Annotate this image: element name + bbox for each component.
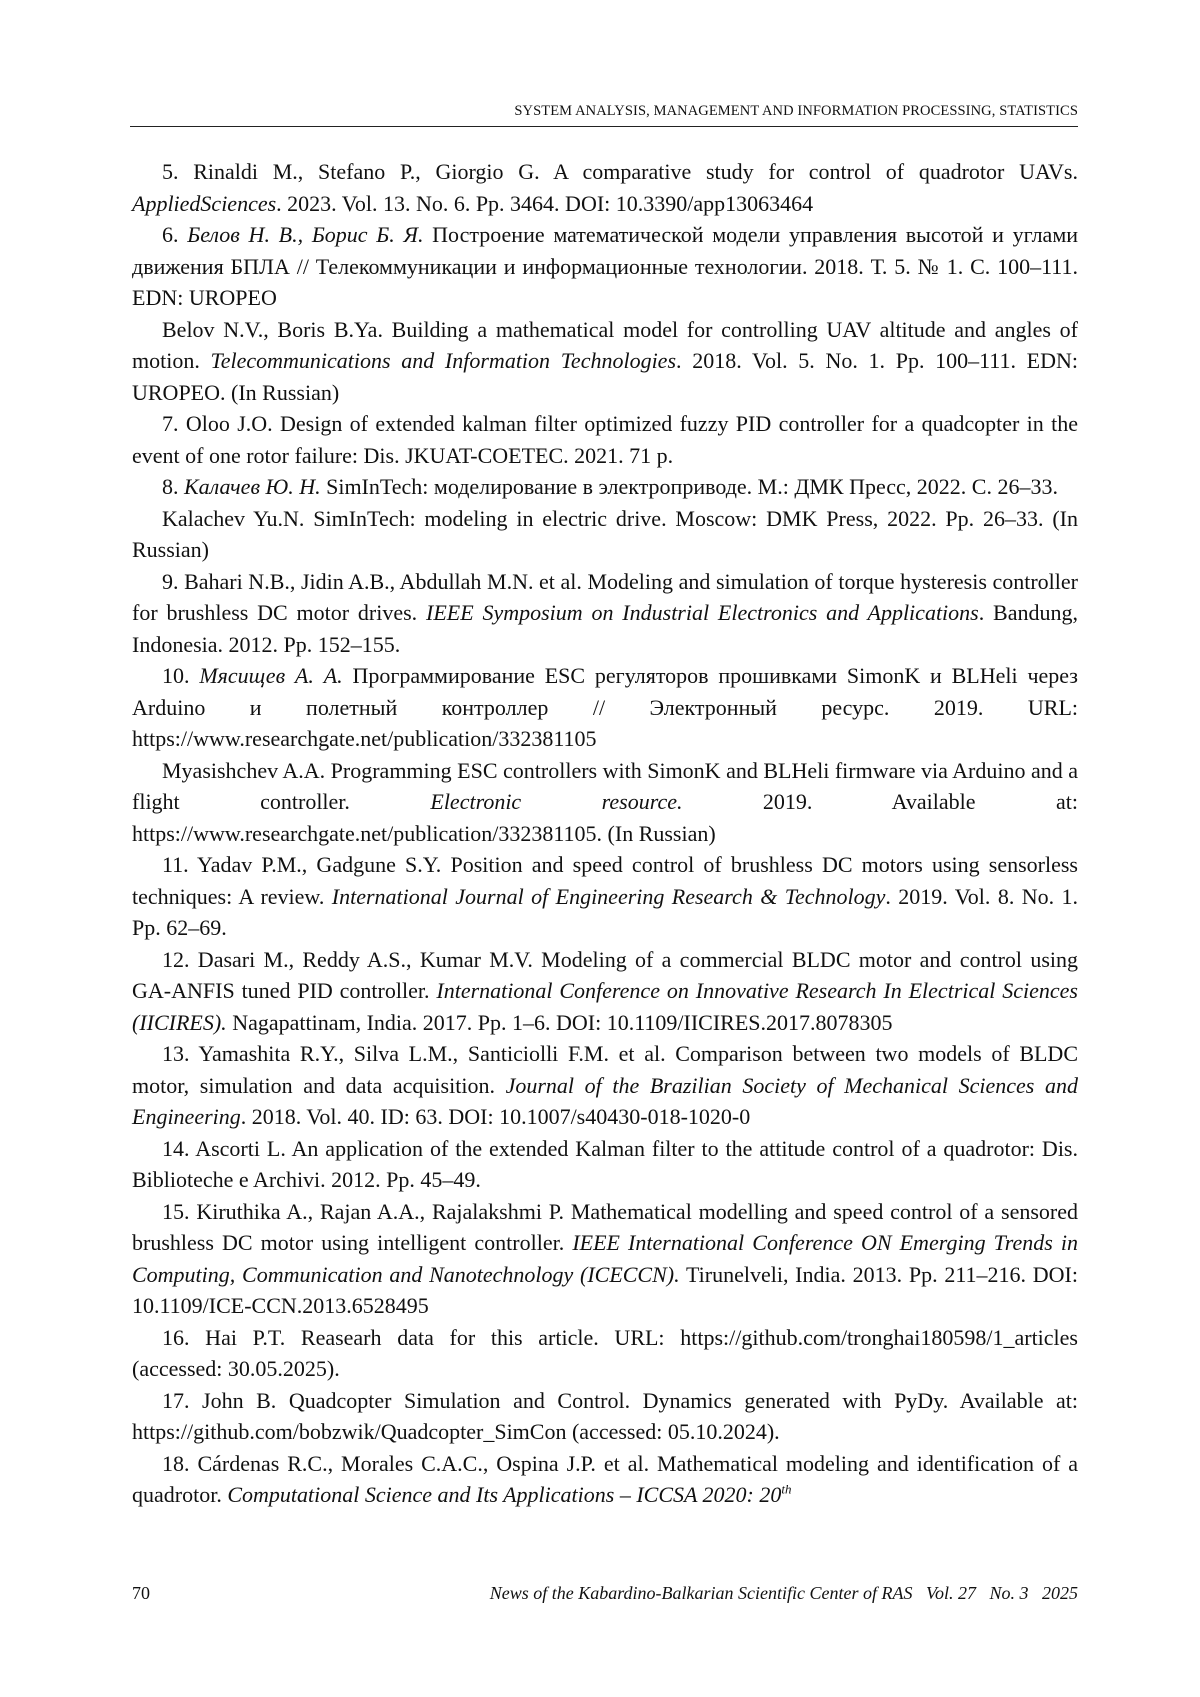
- reference-item: [132, 1038, 1078, 1133]
- reference-text: 18. Cárdenas R.C., Morales C.A.C., Ospina J.P. et al. Mathematical modeling and identification of a quadrotor.: [132, 1450, 1078, 1507]
- reference-text: . 2018. Vol. 5. No. 1. Pp. 100–111. EDN: UROPEO. (In Russian): [132, 348, 1078, 405]
- reference-italic-text: Белов Н. В., Борис Б. Я.: [187, 222, 424, 247]
- reference-item: [132, 219, 1078, 314]
- reference-item: [132, 471, 1078, 503]
- reference-italic-text: International Conference on Innovative Research In Electrical Sciences (IICIRES).: [132, 978, 1078, 1035]
- reference-text: . 2019. Vol. 8. No. 1. Pp. 62–69.: [132, 883, 1079, 940]
- reference-italic-text: Мясищев А. А.: [199, 663, 343, 688]
- reference-text: Построение математической модели управления высотой и углами движения БПЛА // Телекоммуникации и информационные технологии. 2018. Т. 5. № 1. С. 100–111. EDN: UROPEO: [132, 222, 1079, 310]
- reference-text: Программирование ESC регуляторов прошивками SimonK и BLHeli через Arduino и полетный контроллер // Электронный ресурс. 2019. URL: https://www.researchgate.net/publication/332381105: [132, 663, 1078, 751]
- reference-list: [132, 156, 1078, 1511]
- reference-italic-text: Electronic resource.: [430, 789, 683, 814]
- reference-item: [132, 156, 1078, 219]
- reference-text: 5. Rinaldi M., Stefano P., Giorgio G. A comparative study for control of quadrotor UAVs.: [162, 159, 1078, 184]
- page-number: 70: [132, 1583, 150, 1603]
- reference-item: [132, 944, 1078, 1039]
- running-head: SYSTEM ANALYSIS, MANAGEMENT AND INFORMATION PROCESSING, STATISTICS: [514, 103, 1078, 119]
- reference-item: [132, 1385, 1078, 1448]
- reference-text: Nagapattinam, India. 2017. Pp. 1–6. DOI: 10.1109/IICIRES.2017.8078305: [226, 1009, 893, 1035]
- reference-text: SimInTech: моделирование в электроприводе. М.: ДМК Пресс, 2022. С. 26–33.: [320, 474, 1058, 499]
- reference-item: [132, 566, 1078, 661]
- reference-italic-text: IEEE International Conference ON Emerging Trends in Computing, Communication and Nanotechnology (ICECCN).: [132, 1230, 1078, 1287]
- reference-item: [132, 849, 1078, 944]
- reference-item: [132, 1133, 1078, 1196]
- reference-text: 9. Bahari N.B., Jidin A.B., Abdullah M.N. et al. Modeling and simulation of torque hysteresis controller for brushless DC motor drives.: [132, 568, 1078, 625]
- reference-text: 14. Ascorti L. An application of the extended Kalman filter to the attitude control of a quadrotor: Dis. Biblioteche e Archivi. 2012. Pp. 45–49.: [132, 1135, 1078, 1192]
- reference-text: 10.: [162, 663, 200, 688]
- journal-citation: News of the Kabardino-Balkarian Scientific Center of RAS Vol. 27 No. 3 2025: [489, 1583, 1078, 1603]
- reference-item: [132, 408, 1078, 471]
- reference-text: Belov N.V., Boris B.Ya. Building a mathematical model for controlling UAV altitude and angles of motion.: [132, 316, 1078, 373]
- reference-text: . 2018. Vol. 40. ID: 63. DOI: 10.1007/s40430-018-1020-0: [240, 1104, 751, 1129]
- reference-item: [132, 1448, 1078, 1511]
- reference-text: 11. Yadav P.M., Gadgune S.Y. Position and speed control of brushless DC motors using sensorless techniques: A review.: [132, 852, 1078, 909]
- reference-text: 13. Yamashita R.Y., Silva L.M., Santiciolli F.M. et al. Comparison between two models of BLDC motor, simulation and data acquisition.: [132, 1041, 1078, 1098]
- reference-item: [132, 660, 1078, 755]
- reference-text: 15. Kiruthika A., Rajan A.A., Rajalakshmi P. Mathematical modelling and speed control of a sensored brushless DC motor using intelligent controller.: [132, 1198, 1078, 1255]
- reference-text: . 2023. Vol. 13. No. 6. Pp. 3464. DOI: 10.3390/app13063464: [276, 190, 814, 216]
- reference-text: 7. Oloo J.O. Design of extended kalman filter optimized fuzzy PID controller for a quadcopter in the event of one rotor failure: Dis. JKUAT-COETEC. 2021. 71 p.: [132, 411, 1078, 468]
- reference-text: 12. Dasari M., Reddy A.S., Kumar M.V. Modeling of a commercial BLDC motor and control using GA-ANFIS tuned PID controller.: [132, 946, 1078, 1003]
- reference-text: 16. Hai P.T. Reasearh data for this article. URL: https://github.com/tronghai180598/1_articles (accessed: 30.05.2025).: [132, 1324, 1078, 1381]
- reference-italic-text: Калачев Ю. Н.: [184, 474, 321, 499]
- reference-text: 2019. Available at: https://www.researchgate.net/publication/332381105. (In Russian): [132, 789, 1078, 846]
- reference-italic-text: AppliedSciences: [132, 190, 277, 216]
- reference-italic-text: IEEE Symposium on Industrial Electronics and Applications: [426, 600, 979, 625]
- reference-italic-text: th: [781, 1481, 792, 1497]
- reference-italic-text: International Journal of Engineering Research & Technology: [331, 883, 886, 909]
- reference-text: Myasishchev A.A. Programming ESC controllers with SimonK and BLHeli firmware via Arduino and a flight controller.: [132, 757, 1078, 814]
- reference-text: 6.: [162, 222, 188, 247]
- header-rule: [130, 126, 1078, 127]
- reference-text: Tirunelveli, India. 2013. Pp. 211–216. DOI: 10.1109/ICE-CCN.2013.6528495: [132, 1261, 1078, 1318]
- reference-italic-text: Journal of the Brazilian Society of Mechanical Sciences and Engineering: [132, 1072, 1078, 1129]
- reference-text: . Bandung, Indonesia. 2012. Pp. 152–155.: [132, 600, 1078, 657]
- reference-item: [132, 1322, 1078, 1385]
- reference-text: 17. John B. Quadcopter Simulation and Control. Dynamics generated with PyDy. Available at: https://github.com/bobzwik/Quadcopter_SimCon (accessed: 05.10.2024).: [132, 1387, 1078, 1444]
- reference-item: [132, 503, 1078, 566]
- reference-item: [132, 755, 1078, 850]
- reference-text: 8.: [162, 474, 184, 499]
- reference-text: Kalachev Yu.N. SimInTech: modeling in electric drive. Moscow: DMK Press, 2022. Pp. 26–33. (In Russian): [132, 505, 1078, 562]
- reference-italic-text: Computational Science and Its Applications – ICCSA 2020: 20: [227, 1482, 782, 1507]
- reference-italic-text: Telecommunications and Information Technologies: [210, 348, 677, 373]
- reference-item: [132, 314, 1078, 409]
- reference-item: [132, 1196, 1078, 1322]
